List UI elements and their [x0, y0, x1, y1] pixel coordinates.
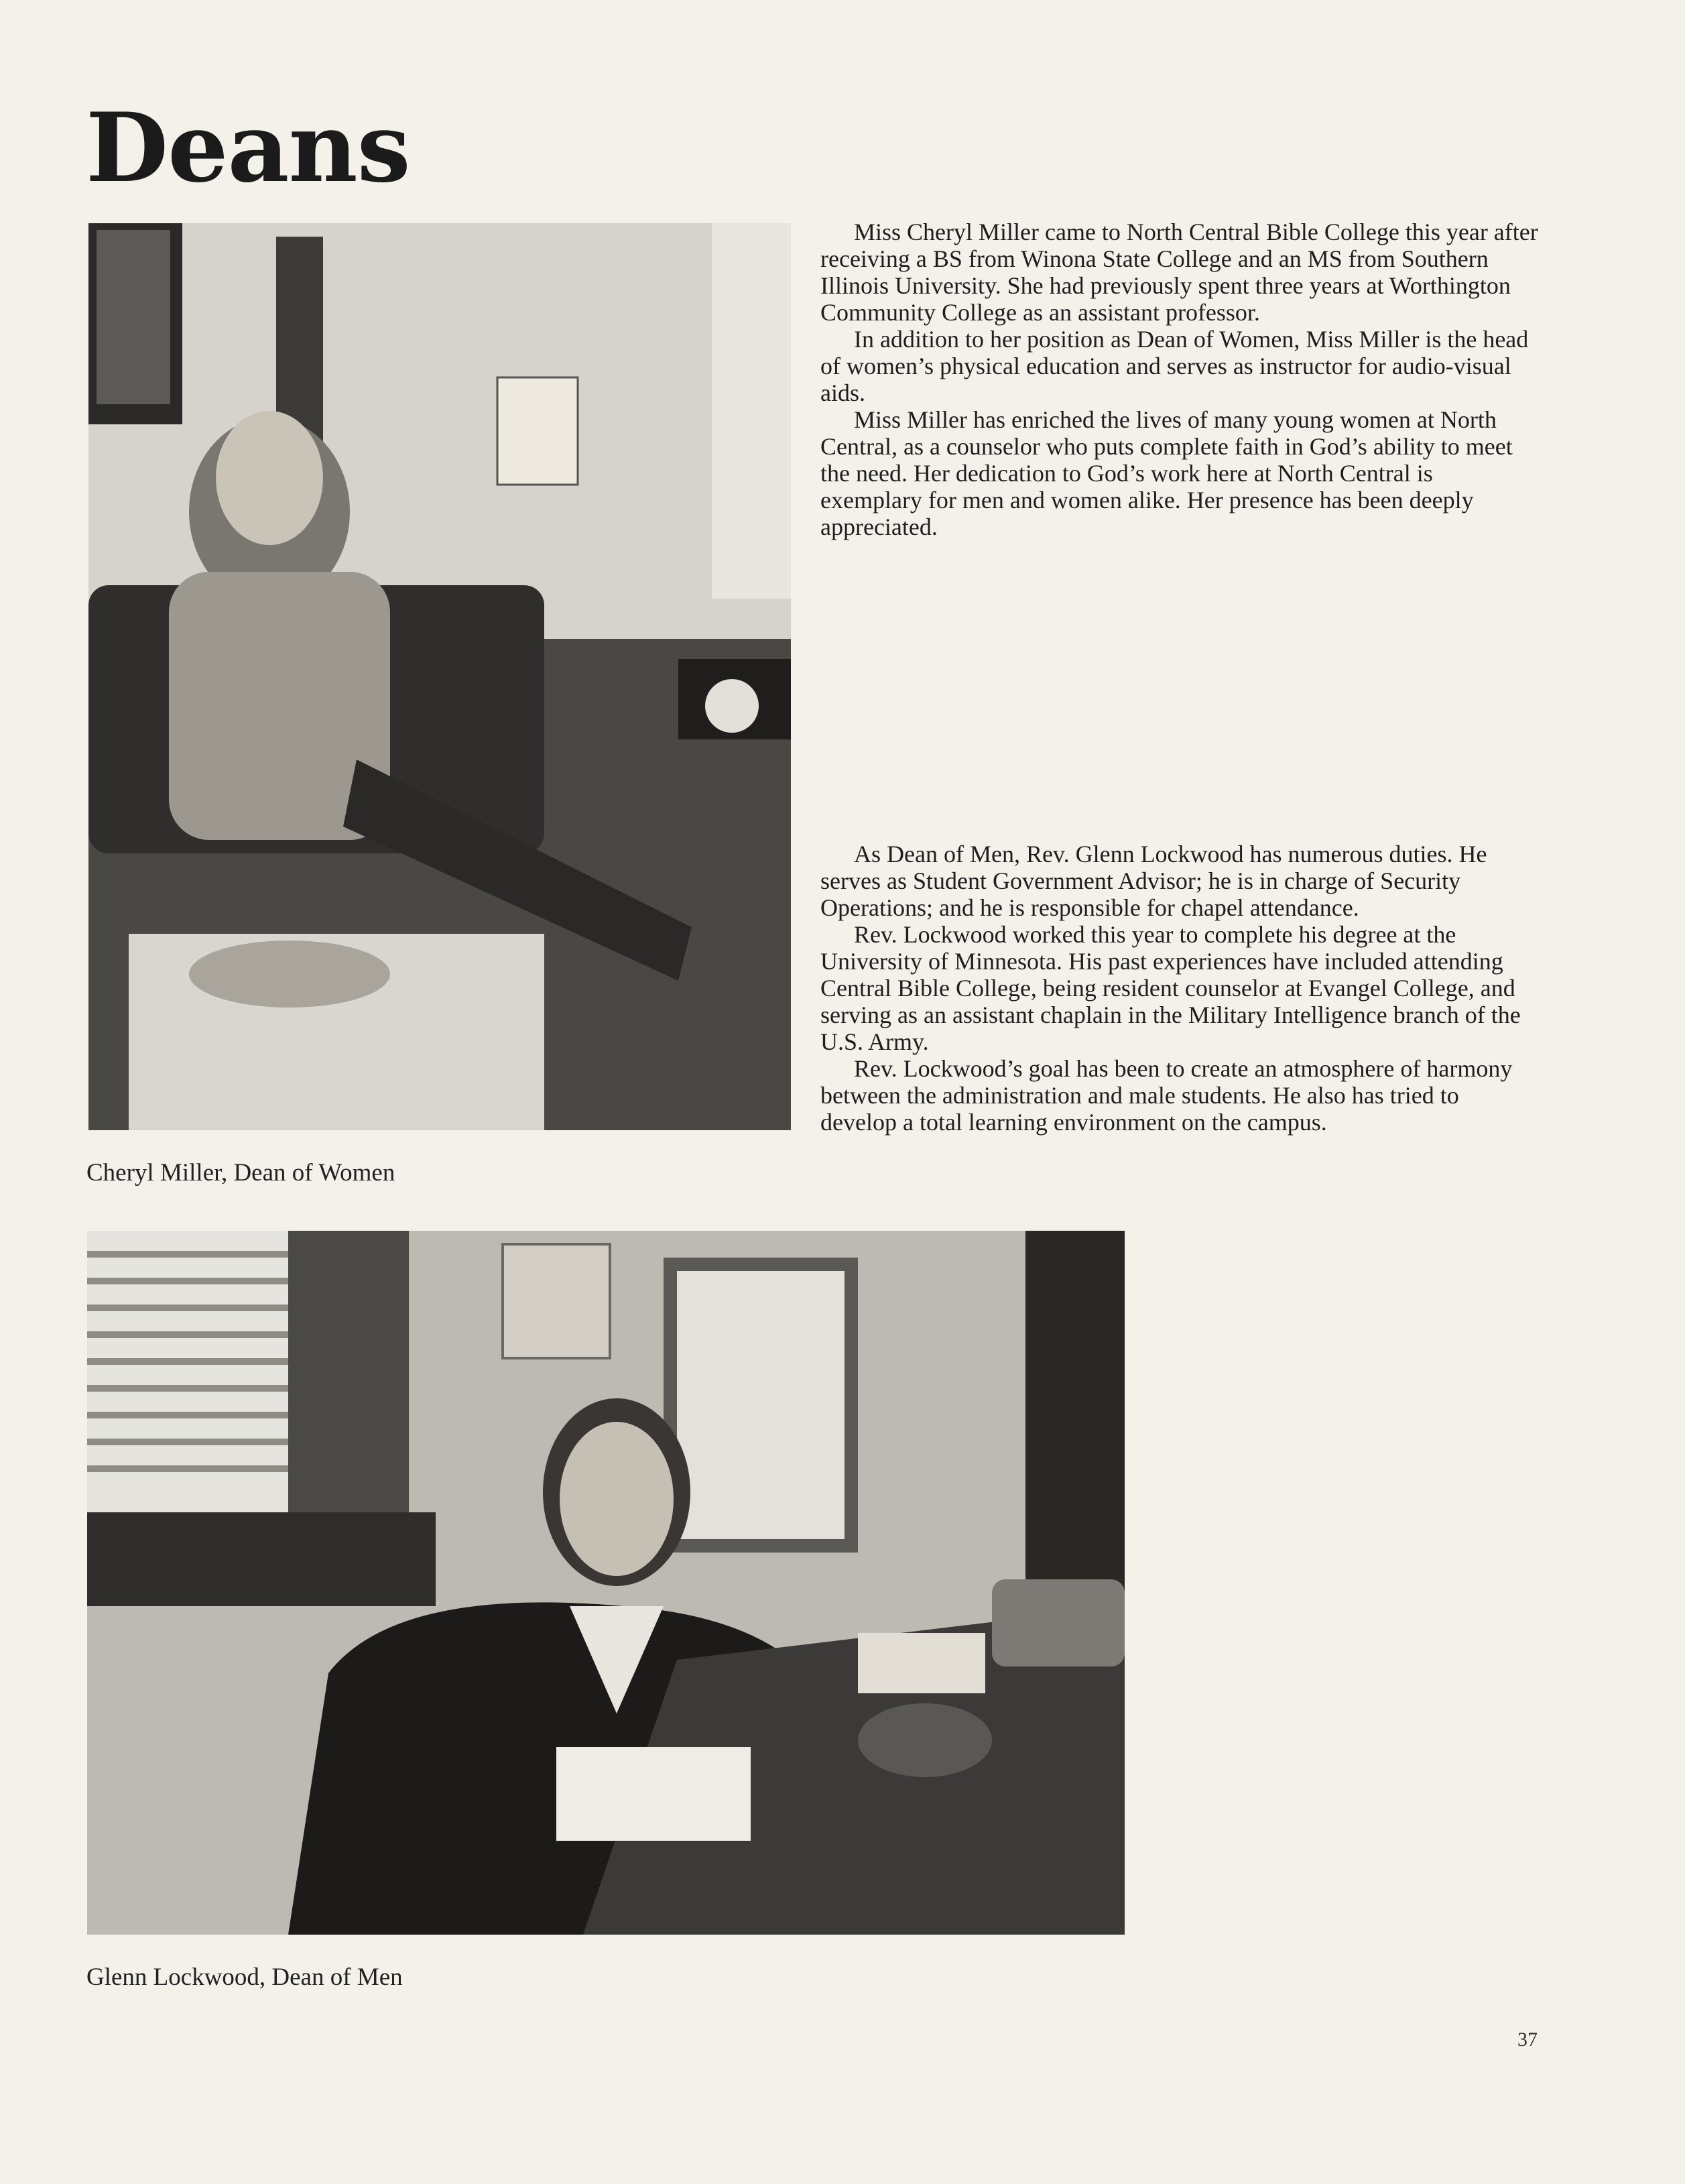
photo-dean-of-women [88, 223, 791, 1130]
page-title: Deans [86, 93, 410, 204]
article-paragraph: As Dean of Men, Rev. Glenn Lockwood has numerous duties. He serves as Student Government Advisor; he is in charge of Security Operations; and he is responsible for chapel attendance. [820, 841, 1487, 921]
photo-caption: Glenn Lockwood, Dean of Men [86, 1963, 403, 1991]
article-paragraph: Miss Miller has enriched the lives of many young women at North Central, as a counselor who puts complete faith in God’s ability to meet the need. Her dedication to God’s work here at North Central is exemplary for men and women alike. Her presence has been deeply appreciated. [820, 406, 1513, 540]
page-number: 37 [1517, 2028, 1538, 2051]
photo-dean-of-men [87, 1231, 1125, 1935]
photo-caption: Cheryl Miller, Dean of Women [86, 1159, 395, 1187]
article-dean-of-women [820, 219, 1539, 540]
article-dean-of-men [820, 841, 1539, 1136]
article-paragraph: Rev. Lockwood worked this year to complete his degree at the University of Minnesota. His past experiences have included attending Central Bible College, being resident counselor at Evangel College, and serving as an assistant chaplain in the Military Intelligence branch of the U.S. Army. [820, 921, 1521, 1055]
article-paragraph: Miss Cheryl Miller came to North Central Bible College this year after receiving a BS from Winona State College and an MS from Southern Illinois University. She had previously spent three years at Worthington Community College as an assistant professor. [820, 219, 1538, 326]
article-paragraph: In addition to her position as Dean of Women, Miss Miller is the head of women’s physical education and serves as instructor for audio-visual aids. [820, 326, 1529, 406]
article-paragraph: Rev. Lockwood’s goal has been to create an atmosphere of harmony between the administration and male students. He also has tried to develop a total learning environment on the campus. [820, 1055, 1513, 1136]
